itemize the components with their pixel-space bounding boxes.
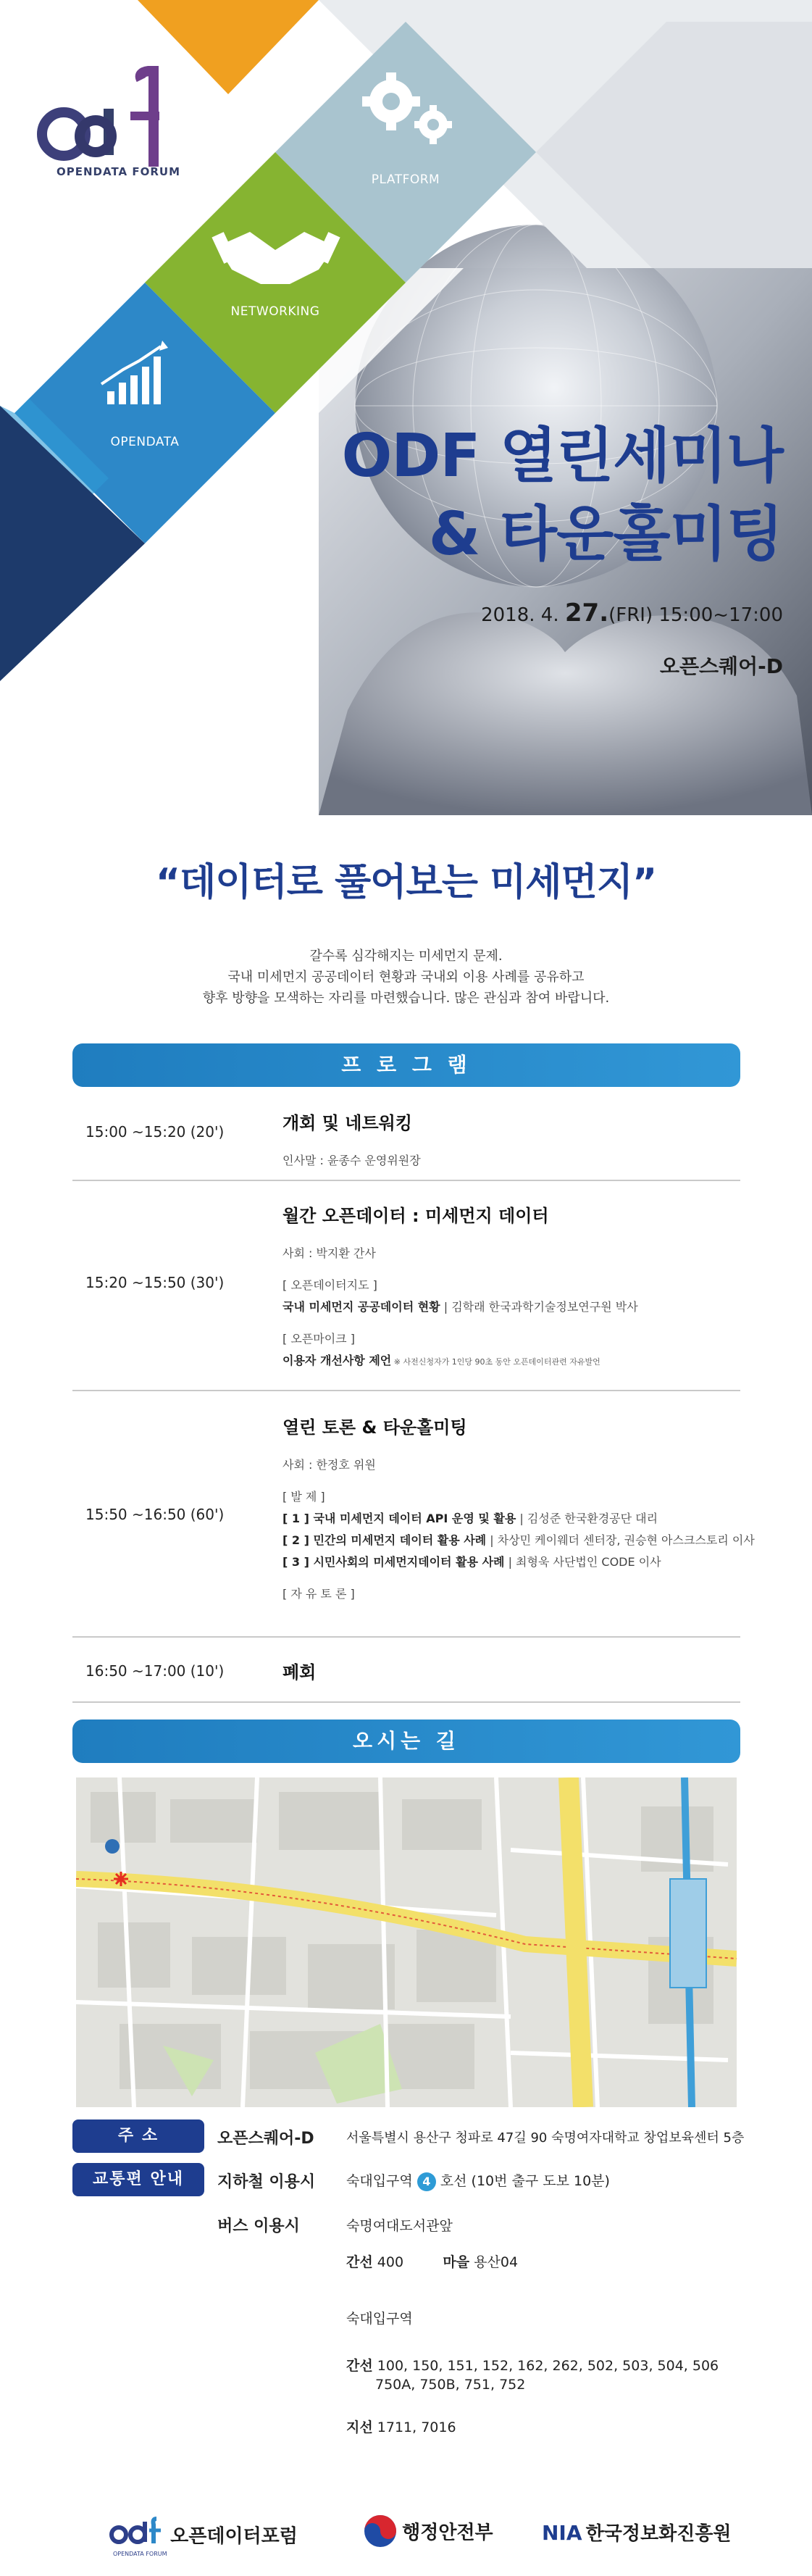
bus-label: 버스 이용시 — [217, 2217, 300, 2235]
program-title: 폐회 — [282, 1662, 317, 1683]
subway-label: 지하철 이용시 — [217, 2173, 316, 2191]
program-title: 개회 및 네트워킹 — [282, 1113, 412, 1133]
hero-graphic — [0, 0, 812, 815]
talk-title: [ 2 ] 민간의 미세먼지 데이터 활용 사례 — [282, 1533, 487, 1547]
talk-speaker: | 최형욱 사단법인 CODE 이사 — [504, 1555, 661, 1569]
program-heading: 프 로 그 램 — [72, 1043, 740, 1087]
program-row-1 — [72, 1087, 740, 1181]
bus-stop-1-routes — [346, 2251, 518, 2271]
section-head: [ 오픈마이크 ] — [282, 1332, 355, 1346]
odf-logo — [42, 71, 159, 167]
line-4-badge: 4 — [417, 2172, 436, 2191]
bus-stop-2: 숙대입구역 — [346, 2311, 413, 2327]
footer-mois-text: 행정안전부 — [402, 2522, 493, 2544]
footer-nia-abbr: NIA — [542, 2521, 582, 2545]
footer-mois-logo — [362, 2513, 493, 2549]
route-numbers: 100, 150, 151, 152, 162, 262, 502, 503, 504, 506 — [377, 2358, 719, 2374]
talk-speaker: | 차상민 케이웨더 센터장, 권승현 아스크스토리 이사 — [486, 1533, 755, 1547]
program-line: 인사말 : 윤종수 운영위원장 — [282, 1154, 421, 1167]
opendata-label: OPENDATA — [110, 435, 180, 449]
intro-line: 갈수록 심각해지는 미세먼지 문제. — [309, 949, 503, 964]
slogan: “데이터로 풀어보는 미세먼지” — [155, 861, 657, 904]
program-time: 15:50 ~16:50 (60') — [85, 1506, 225, 1523]
event-date — [481, 599, 783, 628]
address-text: 서울특별시 용산구 청파로 47길 90 숙명여자대학교 창업보육센터 5층 — [346, 2130, 745, 2146]
odf-logo-icon — [109, 2513, 167, 2556]
bus-stop-2-branch — [346, 2417, 456, 2436]
section-head: [ 발 제 ] — [282, 1490, 325, 1504]
moderator: 사회 : 박지환 간사 — [282, 1246, 376, 1260]
address-place: 오픈스퀘어-D — [217, 2130, 314, 2148]
section-head: [ 자 유 토 론 ] — [282, 1587, 355, 1601]
section-head: [ 오픈데이터지도 ] — [282, 1278, 377, 1292]
program-title: 열린 토론 & 타운홀미팅 — [282, 1417, 467, 1438]
talk-title: 이용자 개선사항 제언 — [282, 1354, 392, 1367]
date-suffix: (FRI) 15:00~17:00 — [608, 604, 783, 626]
title-line-1: ODF 열린세미나 — [341, 422, 783, 491]
subway-station: 숙대입구역 — [346, 2173, 413, 2189]
footer-odf-logo — [109, 2513, 298, 2557]
date-day: 27. — [564, 599, 609, 628]
platform-label: PLATFORM — [371, 172, 440, 187]
bus-stop-1: 숙명여대도서관앞 — [346, 2218, 453, 2234]
route-numbers: 750A, 750B, 751, 752 — [375, 2377, 526, 2393]
date-prefix: 2018. 4. — [481, 604, 565, 626]
address-label: 주 소 — [72, 2119, 204, 2153]
talk-speaker: | 김학래 한국과학기술정보연구원 박사 — [440, 1300, 638, 1314]
route-type: 간선 — [346, 2254, 373, 2270]
intro-line: 향후 방향을 모색하는 자리를 마련했습니다. 많은 관심과 참여 바랍니다. — [202, 991, 610, 1006]
program-time: 15:20 ~15:50 (30') — [85, 1274, 225, 1291]
subway-info — [346, 2170, 610, 2191]
route-type: 마을 — [443, 2254, 470, 2270]
moderator: 사회 : 한정호 위원 — [282, 1458, 376, 1472]
event-title — [342, 417, 783, 574]
talk-title: [ 3 ] 시민사회의 미세먼지데이터 활용 사례 — [282, 1555, 505, 1569]
transport-label: 교통편 안내 — [72, 2163, 204, 2196]
location-marker-icon — [114, 1872, 128, 1886]
talk-note: ※ 사전신청자가 1인당 90초 동안 오픈데이터관련 자유발언 — [391, 1357, 600, 1367]
subway-route: 호선 (10번 출구 도보 10분) — [440, 2173, 610, 2189]
directions-heading: 오시는 길 — [72, 1720, 740, 1763]
route-type: 간선 — [346, 2358, 373, 2374]
program-time: 15:00 ~15:20 (20') — [85, 1123, 225, 1141]
title-line-2: & 타운홀미팅 — [428, 500, 783, 569]
logo-text: OPENDATA FORUM — [56, 165, 180, 178]
route-numbers: 1711, 7016 — [377, 2419, 456, 2435]
talk-title: 국내 미세먼지 공공데이터 현황 — [282, 1300, 440, 1314]
hero-banner — [0, 0, 812, 815]
event-place: 오픈스퀘어-D — [659, 654, 783, 678]
bus-stop-2-trunk — [346, 2355, 719, 2375]
footer-nia-logo — [542, 2519, 732, 2546]
footer-nia-text: 한국정보화진흥원 — [585, 2523, 732, 2545]
program-row-2 — [72, 1181, 740, 1391]
intro-line: 국내 미세먼지 공공데이터 현황과 국내외 이용 사례를 공유하고 — [227, 970, 585, 985]
program-title: 월간 오픈데이터 : 미세먼지 데이터 — [282, 1206, 549, 1226]
location-map[interactable] — [76, 1777, 737, 2107]
networking-label: NETWORKING — [230, 304, 320, 319]
talk-title: [ 1 ] 국내 미세먼지 데이터 API 운영 및 활용 — [282, 1512, 516, 1525]
talk-speaker: | 김성준 한국환경공단 대리 — [516, 1512, 658, 1525]
intro-text — [0, 946, 812, 1009]
map-graphic — [76, 1777, 737, 2107]
route-type: 지선 — [346, 2419, 373, 2435]
program-row-3 — [72, 1391, 755, 1638]
route-numbers: 400 — [377, 2254, 404, 2270]
footer-odf-sub: OPENDATA FORUM — [113, 2551, 167, 2557]
program-time: 16:50 ~17:00 (10') — [85, 1662, 225, 1680]
program-row-4 — [72, 1638, 740, 1703]
taegeuk-icon — [362, 2513, 398, 2549]
footer-odf-text: 오픈데이터포럼 — [170, 2525, 298, 2548]
route-numbers: 용산04 — [474, 2254, 519, 2270]
